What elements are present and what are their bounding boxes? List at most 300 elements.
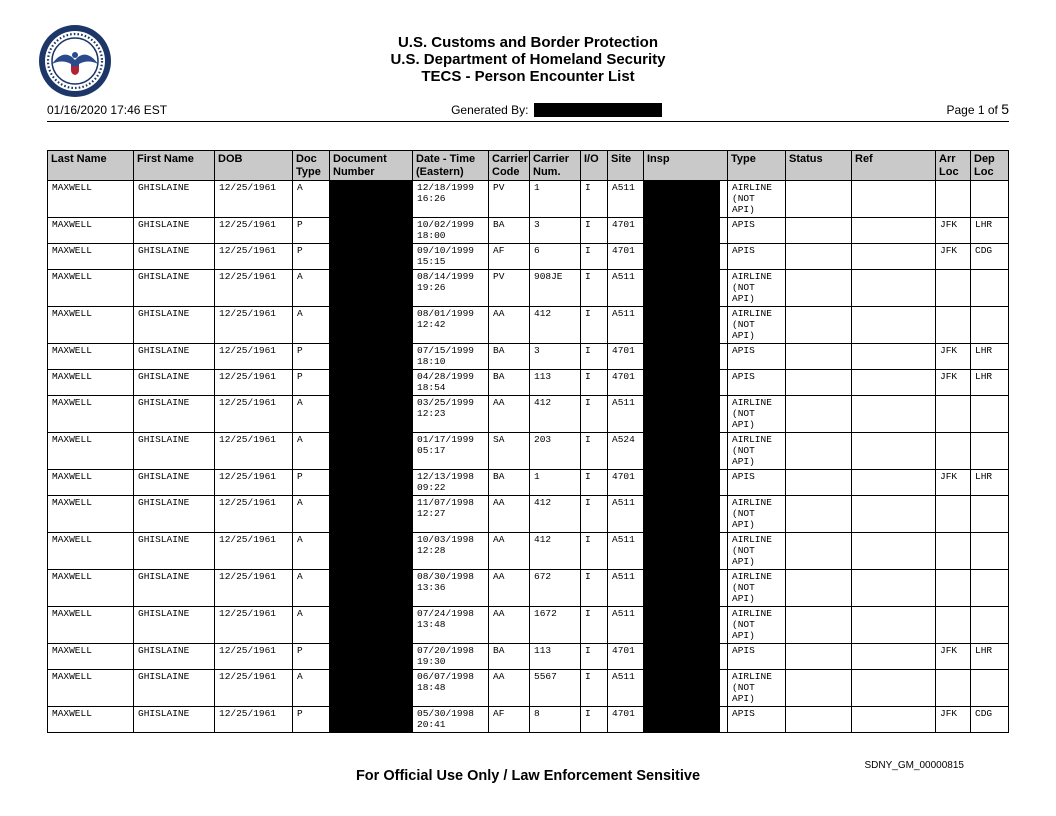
redaction-box <box>330 707 413 733</box>
cell-site: A511 <box>608 670 644 707</box>
cell-status <box>786 433 852 470</box>
cell-carrier_num: 412 <box>530 396 581 433</box>
cell-arr_loc <box>936 396 971 433</box>
cell-doc_number <box>330 344 413 370</box>
redaction-box <box>330 344 413 370</box>
cell-last_name: MAXWELL <box>48 244 134 270</box>
cell-date_time: 12/18/1999 16:26 <box>413 181 489 218</box>
table-row <box>48 670 1009 707</box>
cell-arr_loc <box>936 533 971 570</box>
cell-type: APIS <box>728 344 786 370</box>
cell-insp <box>644 607 728 644</box>
cell-ref <box>852 707 936 733</box>
column-header-carrier_num: Carrier Num. <box>530 151 581 181</box>
cell-date_time: 07/15/1999 18:10 <box>413 344 489 370</box>
cell-type: AIRLINE (NOT API) <box>728 307 786 344</box>
cell-io: I <box>581 270 608 307</box>
cell-ref <box>852 344 936 370</box>
cell-carrier_code: AF <box>489 244 530 270</box>
cell-io: I <box>581 344 608 370</box>
cell-dep_loc: CDG <box>971 244 1009 270</box>
cell-arr_loc: JFK <box>936 244 971 270</box>
cell-dep_loc <box>971 670 1009 707</box>
column-header-doc_number: Document Number <box>330 151 413 181</box>
cell-doc_type: P <box>293 370 330 396</box>
cell-last_name: MAXWELL <box>48 370 134 396</box>
table-row <box>48 470 1009 496</box>
cell-io: I <box>581 218 608 244</box>
cell-type: AIRLINE (NOT API) <box>728 607 786 644</box>
column-header-first_name: First Name <box>134 151 215 181</box>
cell-carrier_code: AA <box>489 570 530 607</box>
redaction-box <box>330 570 413 607</box>
cell-dep_loc <box>971 607 1009 644</box>
cell-arr_loc: JFK <box>936 344 971 370</box>
cell-doc_type: P <box>293 244 330 270</box>
redaction-box <box>644 707 721 733</box>
cell-arr_loc: JFK <box>936 370 971 396</box>
cell-site: A511 <box>608 307 644 344</box>
cell-insp <box>644 570 728 607</box>
cell-dob: 12/25/1961 <box>215 496 293 533</box>
redaction-box <box>644 607 721 644</box>
cell-site: A511 <box>608 396 644 433</box>
encounter-table-header-row <box>48 151 1009 181</box>
cell-insp <box>644 707 728 733</box>
cell-doc_number <box>330 570 413 607</box>
cell-io: I <box>581 670 608 707</box>
cell-insp <box>644 244 728 270</box>
cell-first_name: GHISLAINE <box>134 270 215 307</box>
cell-last_name: MAXWELL <box>48 496 134 533</box>
cell-site: A524 <box>608 433 644 470</box>
cell-site: 4701 <box>608 644 644 670</box>
table-row <box>48 396 1009 433</box>
redaction-box <box>330 307 413 344</box>
cell-first_name: GHISLAINE <box>134 644 215 670</box>
cell-dob: 12/25/1961 <box>215 533 293 570</box>
cell-carrier_num: 412 <box>530 307 581 344</box>
cell-arr_loc <box>936 181 971 218</box>
cell-site: A511 <box>608 496 644 533</box>
cell-carrier_num: 1 <box>530 181 581 218</box>
cell-dob: 12/25/1961 <box>215 181 293 218</box>
cell-status <box>786 644 852 670</box>
cell-dob: 12/25/1961 <box>215 307 293 344</box>
cell-last_name: MAXWELL <box>48 670 134 707</box>
column-header-io: I/O <box>581 151 608 181</box>
table-row <box>48 181 1009 218</box>
redaction-box <box>644 533 721 570</box>
cell-ref <box>852 307 936 344</box>
dhs-seal-icon <box>38 24 112 98</box>
redaction-box <box>644 670 721 707</box>
cell-carrier_code: AF <box>489 707 530 733</box>
cell-carrier_code: AA <box>489 396 530 433</box>
cell-insp <box>644 307 728 344</box>
cell-type: AIRLINE (NOT API) <box>728 533 786 570</box>
cell-type: AIRLINE (NOT API) <box>728 433 786 470</box>
title-line-3: TECS - Person Encounter List <box>421 68 635 85</box>
cell-ref <box>852 244 936 270</box>
cell-dob: 12/25/1961 <box>215 218 293 244</box>
cell-carrier_num: 113 <box>530 370 581 396</box>
redaction-box <box>330 218 413 244</box>
cell-dob: 12/25/1961 <box>215 244 293 270</box>
table-row <box>48 496 1009 533</box>
table-row <box>48 370 1009 396</box>
cell-doc_type: A <box>293 533 330 570</box>
cell-last_name: MAXWELL <box>48 396 134 433</box>
cell-carrier_code: BA <box>489 344 530 370</box>
cell-site: 4701 <box>608 370 644 396</box>
cell-dep_loc: CDG <box>971 707 1009 733</box>
cell-io: I <box>581 433 608 470</box>
cell-doc_number <box>330 307 413 344</box>
column-header-carrier_code: Carrier Code <box>489 151 530 181</box>
cell-arr_loc <box>936 270 971 307</box>
cell-type: AIRLINE (NOT API) <box>728 270 786 307</box>
cell-carrier_num: 6 <box>530 244 581 270</box>
column-header-status: Status <box>786 151 852 181</box>
cell-carrier_num: 908JE <box>530 270 581 307</box>
cell-carrier_code: BA <box>489 644 530 670</box>
cell-dep_loc: LHR <box>971 370 1009 396</box>
title-line-2: U.S. Department of Homeland Security <box>390 51 666 68</box>
cell-site: 4701 <box>608 470 644 496</box>
cell-doc_number <box>330 181 413 218</box>
cell-doc_type: P <box>293 218 330 244</box>
cell-date_time: 10/02/1999 18:00 <box>413 218 489 244</box>
cell-dep_loc: LHR <box>971 218 1009 244</box>
cell-carrier_num: 3 <box>530 344 581 370</box>
cell-doc_number <box>330 644 413 670</box>
cell-dob: 12/25/1961 <box>215 607 293 644</box>
cell-status <box>786 670 852 707</box>
table-row <box>48 644 1009 670</box>
cell-first_name: GHISLAINE <box>134 307 215 344</box>
cell-doc_number <box>330 270 413 307</box>
cell-status <box>786 470 852 496</box>
cell-dob: 12/25/1961 <box>215 396 293 433</box>
cell-ref <box>852 396 936 433</box>
cell-insp <box>644 181 728 218</box>
cell-dep_loc <box>971 307 1009 344</box>
cell-date_time: 10/03/1998 12:28 <box>413 533 489 570</box>
table-row <box>48 533 1009 570</box>
cell-dep_loc <box>971 270 1009 307</box>
cell-first_name: GHISLAINE <box>134 218 215 244</box>
cell-date_time: 05/30/1998 20:41 <box>413 707 489 733</box>
cell-dep_loc <box>971 533 1009 570</box>
column-header-arr_loc: Arr Loc <box>936 151 971 181</box>
cell-first_name: GHISLAINE <box>134 433 215 470</box>
redaction-box <box>330 396 413 433</box>
cell-last_name: MAXWELL <box>48 344 134 370</box>
redaction-box <box>330 370 413 396</box>
cell-doc_number <box>330 496 413 533</box>
cell-last_name: MAXWELL <box>48 218 134 244</box>
cell-doc_number <box>330 433 413 470</box>
cell-type: APIS <box>728 644 786 670</box>
cell-doc_number <box>330 470 413 496</box>
cell-date_time: 08/14/1999 19:26 <box>413 270 489 307</box>
cell-insp <box>644 218 728 244</box>
cell-insp <box>644 370 728 396</box>
cell-arr_loc: JFK <box>936 218 971 244</box>
cell-doc_number <box>330 670 413 707</box>
cell-carrier_num: 672 <box>530 570 581 607</box>
cell-first_name: GHISLAINE <box>134 181 215 218</box>
generated-by <box>451 103 662 117</box>
cell-insp <box>644 470 728 496</box>
cell-io: I <box>581 644 608 670</box>
table-row <box>48 307 1009 344</box>
redaction-box <box>644 370 721 396</box>
table-row <box>48 244 1009 270</box>
cell-doc_type: P <box>293 470 330 496</box>
cell-insp <box>644 344 728 370</box>
cell-arr_loc <box>936 496 971 533</box>
cell-carrier_code: AA <box>489 533 530 570</box>
redaction-box <box>644 433 721 470</box>
cell-carrier_num: 412 <box>530 496 581 533</box>
cell-dob: 12/25/1961 <box>215 370 293 396</box>
cell-doc_type: A <box>293 270 330 307</box>
sensitivity-marking: For Official Use Only / Law Enforcement Sensitive <box>355 768 701 784</box>
cell-site: 4701 <box>608 218 644 244</box>
cell-type: AIRLINE (NOT API) <box>728 670 786 707</box>
cell-dob: 12/25/1961 <box>215 670 293 707</box>
cell-ref <box>852 570 936 607</box>
cell-carrier_code: SA <box>489 433 530 470</box>
cell-date_time: 08/01/1999 12:42 <box>413 307 489 344</box>
cell-date_time: 06/07/1998 18:48 <box>413 670 489 707</box>
cell-site: 4701 <box>608 244 644 270</box>
table-row <box>48 707 1009 733</box>
cell-io: I <box>581 607 608 644</box>
cell-last_name: MAXWELL <box>48 270 134 307</box>
cell-dob: 12/25/1961 <box>215 344 293 370</box>
cell-insp <box>644 670 728 707</box>
cell-insp <box>644 496 728 533</box>
cell-doc_number <box>330 370 413 396</box>
cell-arr_loc <box>936 570 971 607</box>
redaction-box <box>644 396 721 433</box>
cell-doc_number <box>330 218 413 244</box>
cell-dep_loc <box>971 433 1009 470</box>
cell-carrier_num: 8 <box>530 707 581 733</box>
cell-io: I <box>581 370 608 396</box>
cell-date_time: 04/28/1999 18:54 <box>413 370 489 396</box>
cell-io: I <box>581 470 608 496</box>
cell-last_name: MAXWELL <box>48 607 134 644</box>
cell-carrier_code: BA <box>489 218 530 244</box>
cell-site: A511 <box>608 607 644 644</box>
dhs-seal-logo <box>38 24 112 98</box>
cell-first_name: GHISLAINE <box>134 707 215 733</box>
cell-first_name: GHISLAINE <box>134 533 215 570</box>
cell-dep_loc <box>971 496 1009 533</box>
cell-insp <box>644 644 728 670</box>
cell-doc_type: A <box>293 181 330 218</box>
cell-carrier_code: BA <box>489 470 530 496</box>
cell-arr_loc <box>936 433 971 470</box>
cell-ref <box>852 644 936 670</box>
cell-doc_type: P <box>293 644 330 670</box>
cell-date_time: 08/30/1998 13:36 <box>413 570 489 607</box>
redaction-box <box>330 607 413 644</box>
page-indicator <box>946 101 1009 117</box>
cell-last_name: MAXWELL <box>48 707 134 733</box>
cell-arr_loc: JFK <box>936 644 971 670</box>
document-title-block <box>0 0 1056 85</box>
cell-last_name: MAXWELL <box>48 307 134 344</box>
cell-first_name: GHISLAINE <box>134 570 215 607</box>
cell-arr_loc <box>936 307 971 344</box>
cell-io: I <box>581 244 608 270</box>
cell-carrier_code: BA <box>489 370 530 396</box>
cell-carrier_code: PV <box>489 270 530 307</box>
cell-io: I <box>581 181 608 218</box>
cell-first_name: GHISLAINE <box>134 496 215 533</box>
cell-doc_type: A <box>293 607 330 644</box>
redaction-box <box>330 270 413 307</box>
title-line-1: U.S. Customs and Border Protection <box>397 34 659 51</box>
cell-doc_number <box>330 244 413 270</box>
cell-ref <box>852 496 936 533</box>
cell-doc_type: P <box>293 707 330 733</box>
redaction-box <box>644 344 721 370</box>
redaction-box <box>644 470 721 496</box>
column-header-ref: Ref <box>852 151 936 181</box>
redaction-box <box>644 270 721 307</box>
cell-type: APIS <box>728 218 786 244</box>
cell-arr_loc <box>936 607 971 644</box>
cell-date_time: 07/20/1998 19:30 <box>413 644 489 670</box>
cell-type: AIRLINE (NOT API) <box>728 570 786 607</box>
cell-ref <box>852 533 936 570</box>
bates-number: SDNY_GM_00000815 <box>864 760 964 771</box>
cell-status <box>786 570 852 607</box>
cell-status <box>786 181 852 218</box>
cell-doc_type: P <box>293 344 330 370</box>
encounter-table <box>47 150 1009 733</box>
cell-first_name: GHISLAINE <box>134 670 215 707</box>
cell-date_time: 11/07/1998 12:27 <box>413 496 489 533</box>
cell-doc_number <box>330 707 413 733</box>
cell-status <box>786 244 852 270</box>
cell-insp <box>644 270 728 307</box>
cell-dep_loc <box>971 570 1009 607</box>
generated-by-redaction-box <box>534 103 662 117</box>
cell-status <box>786 270 852 307</box>
column-header-doc_type: Doc Type <box>293 151 330 181</box>
cell-dob: 12/25/1961 <box>215 433 293 470</box>
cell-doc_type: A <box>293 496 330 533</box>
cell-last_name: MAXWELL <box>48 533 134 570</box>
cell-last_name: MAXWELL <box>48 433 134 470</box>
cell-carrier_num: 3 <box>530 218 581 244</box>
cell-ref <box>852 181 936 218</box>
cell-io: I <box>581 496 608 533</box>
cell-carrier_code: AA <box>489 496 530 533</box>
cell-first_name: GHISLAINE <box>134 607 215 644</box>
cell-io: I <box>581 707 608 733</box>
page-number: 5 <box>1001 101 1009 117</box>
cell-dob: 12/25/1961 <box>215 707 293 733</box>
cell-first_name: GHISLAINE <box>134 396 215 433</box>
column-header-insp: Insp <box>644 151 728 181</box>
cell-ref <box>852 218 936 244</box>
cell-dep_loc: LHR <box>971 344 1009 370</box>
redaction-box <box>644 181 721 218</box>
column-header-dob: DOB <box>215 151 293 181</box>
cell-status <box>786 307 852 344</box>
redaction-box <box>330 496 413 533</box>
column-header-date_time: Date - Time (Eastern) <box>413 151 489 181</box>
redaction-box <box>644 307 721 344</box>
cell-arr_loc: JFK <box>936 707 971 733</box>
cell-dep_loc <box>971 181 1009 218</box>
cell-type: AIRLINE (NOT API) <box>728 496 786 533</box>
redaction-box <box>330 244 413 270</box>
generated-by-label: Generated By: <box>451 103 529 117</box>
cell-dob: 12/25/1961 <box>215 644 293 670</box>
cell-type: APIS <box>728 244 786 270</box>
cell-doc_number <box>330 607 413 644</box>
redaction-box <box>330 670 413 707</box>
cell-ref <box>852 370 936 396</box>
cell-arr_loc <box>936 670 971 707</box>
page-indicator-label: Page 1 of <box>946 103 998 117</box>
table-row <box>48 433 1009 470</box>
cell-site: 4701 <box>608 344 644 370</box>
cell-carrier_code: AA <box>489 607 530 644</box>
cell-carrier_num: 1 <box>530 470 581 496</box>
cell-date_time: 09/10/1999 15:15 <box>413 244 489 270</box>
column-header-last_name: Last Name <box>48 151 134 181</box>
table-row <box>48 218 1009 244</box>
redaction-box <box>644 644 721 670</box>
redaction-box <box>330 644 413 670</box>
cell-type: AIRLINE (NOT API) <box>728 181 786 218</box>
cell-doc_number <box>330 533 413 570</box>
cell-dob: 12/25/1961 <box>215 270 293 307</box>
redaction-box <box>644 570 721 607</box>
cell-site: A511 <box>608 181 644 218</box>
cell-type: APIS <box>728 470 786 496</box>
cell-last_name: MAXWELL <box>48 570 134 607</box>
cell-carrier_num: 203 <box>530 433 581 470</box>
cell-dep_loc: LHR <box>971 470 1009 496</box>
cell-doc_type: A <box>293 433 330 470</box>
cell-status <box>786 218 852 244</box>
cell-ref <box>852 270 936 307</box>
cell-doc_type: A <box>293 307 330 344</box>
redaction-box <box>644 496 721 533</box>
cell-doc_type: A <box>293 396 330 433</box>
cell-io: I <box>581 307 608 344</box>
redaction-box <box>330 181 413 218</box>
cell-status <box>786 344 852 370</box>
table-row <box>48 607 1009 644</box>
redaction-box <box>330 533 413 570</box>
cell-date_time: 01/17/1999 05:17 <box>413 433 489 470</box>
cell-insp <box>644 396 728 433</box>
cell-carrier_code: PV <box>489 181 530 218</box>
cell-ref <box>852 470 936 496</box>
